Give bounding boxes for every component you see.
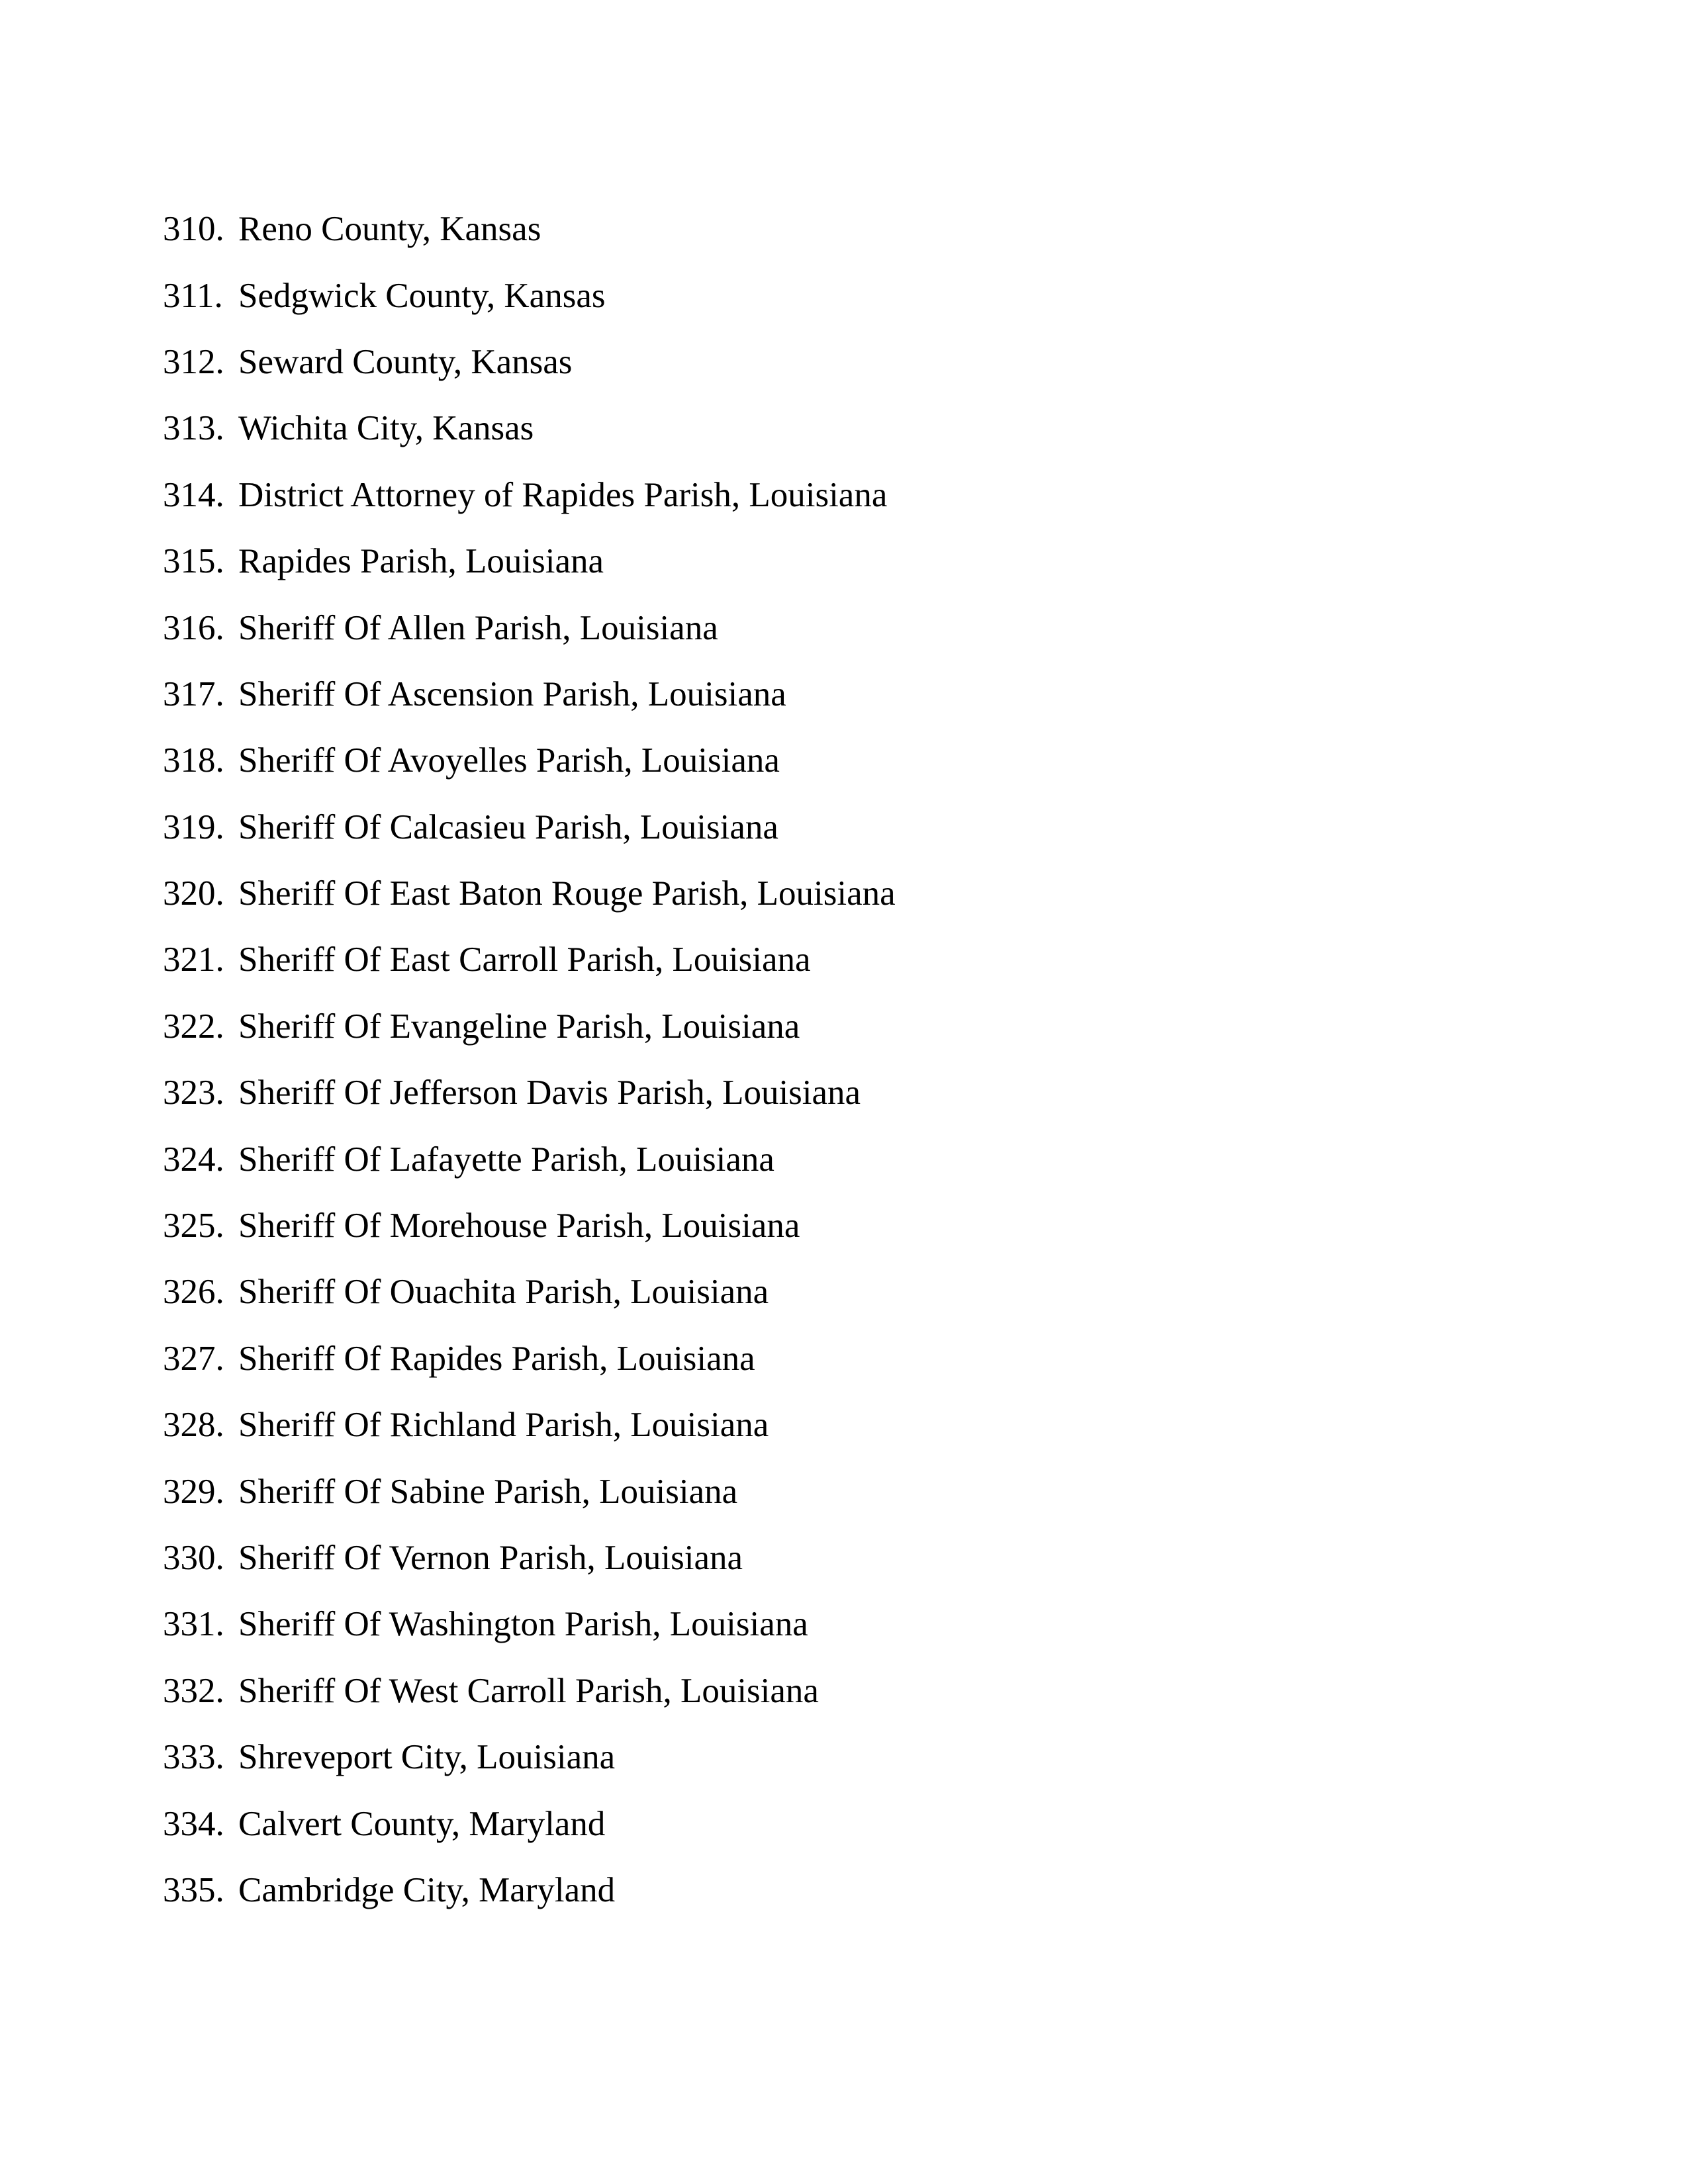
list-item-text: Sheriff Of Washington Parish, Louisiana	[238, 1605, 808, 1644]
list-item-text: Shreveport City, Louisiana	[238, 1738, 616, 1777]
list-item	[163, 1060, 896, 1126]
list-item-number: 335.	[163, 1870, 224, 1909]
list-item	[163, 1591, 896, 1657]
list-item	[163, 1724, 896, 1790]
list-item-text: Sheriff Of Avoyelles Parish, Louisiana	[238, 741, 780, 780]
list-item-number: 315.	[163, 542, 224, 581]
list-item-text: Calvert County, Maryland	[238, 1804, 606, 1843]
list-item	[163, 993, 896, 1060]
list-item-text: Sheriff Of Sabine Parish, Louisiana	[238, 1472, 738, 1511]
list-item-number: 316.	[163, 608, 224, 647]
list-item-text: Sheriff Of Vernon Parish, Louisiana	[238, 1539, 743, 1577]
list-item-text: Sheriff Of Ouachita Parish, Louisiana	[238, 1273, 769, 1312]
list-item-number: 329.	[163, 1472, 224, 1511]
list-item	[163, 1857, 896, 1923]
list-item-number: 327.	[163, 1339, 224, 1378]
numbered-list	[163, 196, 896, 1923]
list-item	[163, 329, 896, 395]
list-item-text: Sheriff Of Rapides Parish, Louisiana	[238, 1339, 755, 1378]
list-item	[163, 1790, 896, 1856]
list-item-number: 321.	[163, 940, 224, 979]
list-item	[163, 395, 896, 461]
list-item-text: Sheriff Of Ascension Parish, Louisiana	[238, 674, 786, 713]
list-item-text: Sheriff Of Evangeline Parish, Louisiana	[238, 1007, 800, 1046]
list-item	[163, 794, 896, 860]
list-item-number: 331.	[163, 1605, 224, 1644]
list-item	[163, 462, 896, 528]
list-item-number: 330.	[163, 1539, 224, 1577]
list-item-text: Sheriff Of East Carroll Parish, Louisiana	[238, 940, 811, 979]
list-item-number: 326.	[163, 1273, 224, 1312]
list-item-text: Sheriff Of Richland Parish, Louisiana	[238, 1406, 769, 1445]
list-item-text: Reno County, Kansas	[238, 210, 541, 249]
list-item	[163, 1392, 896, 1458]
list-item-number: 318.	[163, 741, 224, 780]
list-item-number: 333.	[163, 1738, 224, 1777]
list-item	[163, 262, 896, 328]
list-item-number: 332.	[163, 1671, 224, 1710]
list-item	[163, 196, 896, 262]
list-item	[163, 594, 896, 660]
list-item-number: 320.	[163, 874, 224, 913]
list-item-text: Sheriff Of Lafayette Parish, Louisiana	[238, 1140, 774, 1179]
list-item	[163, 727, 896, 794]
list-item-text: Sheriff Of Jefferson Davis Parish, Louisiana	[238, 1073, 861, 1113]
list-item	[163, 1525, 896, 1591]
list-item-number: 324.	[163, 1140, 224, 1179]
list-item-text: District Attorney of Rapides Parish, Louisiana	[238, 475, 888, 514]
list-item	[163, 1259, 896, 1325]
list-item-number: 312.	[163, 342, 224, 381]
list-item	[163, 1193, 896, 1259]
list-item-number: 322.	[163, 1007, 224, 1046]
list-item	[163, 1458, 896, 1524]
list-item	[163, 661, 896, 727]
list-item-number: 319.	[163, 807, 224, 846]
list-item-text: Rapides Parish, Louisiana	[238, 542, 604, 581]
list-item-number: 311.	[163, 276, 223, 315]
list-item-number: 314.	[163, 475, 224, 514]
list-item-number: 313.	[163, 409, 224, 448]
list-item-text: Sheriff Of Morehouse Parish, Louisiana	[238, 1206, 800, 1246]
list-item	[163, 1126, 896, 1192]
list-item-number: 323.	[163, 1073, 224, 1113]
list-item-number: 334.	[163, 1804, 224, 1843]
list-item-number: 325.	[163, 1206, 224, 1246]
list-item-text: Sheriff Of Calcasieu Parish, Louisiana	[238, 807, 778, 846]
list-item-text: Wichita City, Kansas	[238, 409, 534, 448]
list-item	[163, 528, 896, 594]
list-item-text: Sheriff Of East Baton Rouge Parish, Louisiana	[238, 874, 896, 913]
list-item-text: Seward County, Kansas	[238, 342, 573, 381]
list-item	[163, 927, 896, 993]
list-item-text: Cambridge City, Maryland	[238, 1870, 616, 1909]
list-item-text: Sheriff Of West Carroll Parish, Louisiana	[238, 1671, 819, 1710]
list-item-number: 317.	[163, 674, 224, 713]
list-item-text: Sedgwick County, Kansas	[238, 276, 606, 315]
list-item	[163, 860, 896, 927]
list-item-number: 328.	[163, 1406, 224, 1445]
list-item-number: 310.	[163, 210, 224, 249]
list-item	[163, 1326, 896, 1392]
list-item	[163, 1658, 896, 1724]
list-item-text: Sheriff Of Allen Parish, Louisiana	[238, 608, 718, 647]
